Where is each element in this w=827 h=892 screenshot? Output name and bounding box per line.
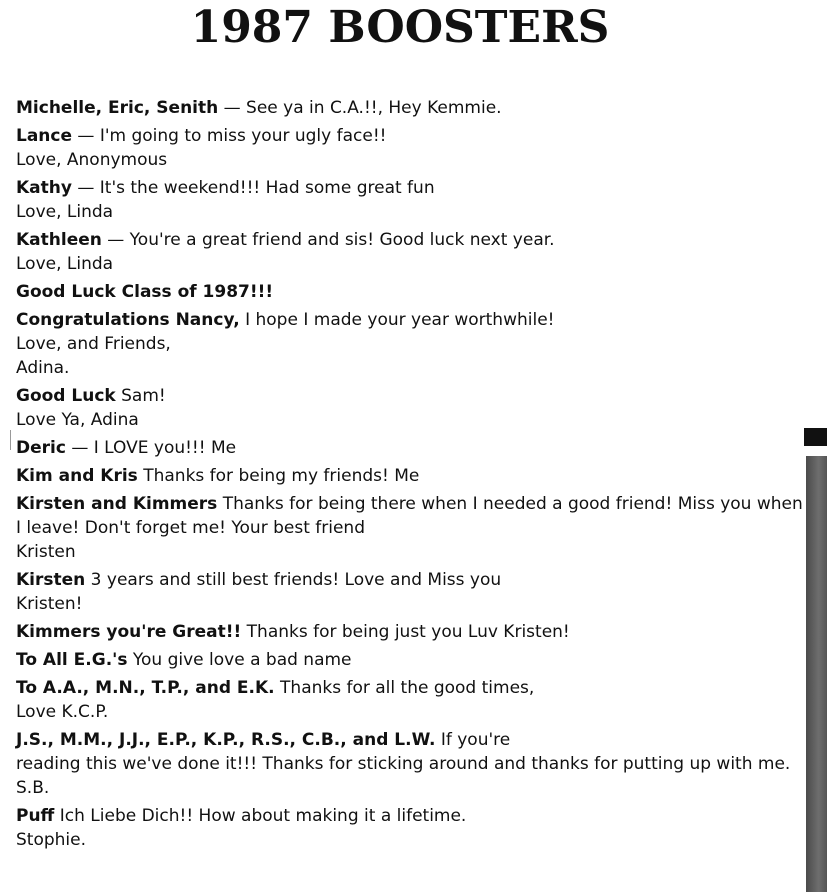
booster-message: Thanks for being my friends! Me xyxy=(137,466,420,486)
booster-entry xyxy=(16,464,796,488)
booster-line xyxy=(16,648,796,672)
booster-line xyxy=(16,252,796,276)
booster-message: You give love a bad name xyxy=(127,650,352,670)
booster-message: — I'm going to miss your ugly face!! xyxy=(72,126,387,146)
booster-entry xyxy=(16,492,803,564)
booster-entry xyxy=(16,728,796,800)
booster-message: reading this we've done it!!! Thanks for sticking around and thanks for putting up with me. xyxy=(16,754,791,774)
booster-recipient: Puff xyxy=(16,806,55,826)
booster-message: Thanks for being there when I needed a good friend! Miss you when xyxy=(217,494,803,514)
booster-recipient: J.S., M.M., J.J., E.P., K.P., R.S., C.B., and L.W. xyxy=(16,730,436,750)
booster-message: If you're xyxy=(435,730,511,750)
booster-line xyxy=(16,516,796,540)
booster-message: I hope I made your year worthwhile! xyxy=(239,310,555,330)
booster-recipient: Kirsten xyxy=(16,570,86,590)
booster-message: 3 years and still best friends! Love and Miss you xyxy=(85,570,502,590)
booster-recipient: To All E.G.'s xyxy=(16,650,128,670)
booster-entry xyxy=(16,228,796,276)
booster-line xyxy=(16,492,803,516)
booster-list xyxy=(16,96,803,856)
booster-recipient: Kathleen xyxy=(16,230,102,250)
booster-recipient: Deric xyxy=(16,438,66,458)
booster-recipient: Lance xyxy=(16,126,73,146)
booster-message: Kristen! xyxy=(16,594,83,614)
booster-line xyxy=(16,752,796,776)
booster-line xyxy=(16,540,796,564)
booster-entry xyxy=(16,676,796,724)
booster-message: Stophie. xyxy=(16,830,87,850)
page-edge-tab xyxy=(804,428,827,446)
booster-line xyxy=(16,384,796,408)
booster-message: Love, and Friends, xyxy=(16,334,171,354)
booster-recipient: Kim and Kris xyxy=(16,466,138,486)
page-edge-shadow xyxy=(806,456,827,892)
booster-recipient: Kimmers you're Great!! xyxy=(16,622,242,642)
booster-line xyxy=(16,728,796,752)
booster-entry xyxy=(16,280,796,304)
booster-message: — I LOVE you!!! Me xyxy=(65,438,237,458)
booster-entry xyxy=(16,176,796,224)
booster-message: Adina. xyxy=(16,358,70,378)
booster-line xyxy=(16,176,796,200)
booster-line xyxy=(16,308,796,332)
booster-line xyxy=(16,124,796,148)
booster-message: I leave! Don't forget me! Your best friend xyxy=(16,518,365,538)
booster-line xyxy=(16,592,796,616)
booster-line xyxy=(16,332,796,356)
booster-entry xyxy=(16,308,796,380)
booster-message: Love, Anonymous xyxy=(16,150,168,170)
booster-recipient: Good Luck xyxy=(16,386,116,406)
booster-line xyxy=(16,804,796,828)
booster-line xyxy=(16,776,796,800)
booster-message: Sam! xyxy=(115,386,166,406)
booster-message: S.B. xyxy=(16,778,50,798)
booster-entry xyxy=(16,620,796,644)
booster-message: — It's the weekend!!! Had some great fun xyxy=(71,178,435,198)
booster-line xyxy=(16,464,796,488)
booster-message: Love, Linda xyxy=(16,202,114,222)
page-title: 1987 BOOSTERS xyxy=(190,2,610,53)
booster-entry xyxy=(16,804,796,852)
margin-mark xyxy=(10,430,11,450)
booster-line xyxy=(16,620,796,644)
booster-message: — See ya in C.A.!!, Hey Kemmie. xyxy=(218,98,502,118)
booster-line xyxy=(16,280,796,304)
booster-recipient: To A.A., M.N., T.P., and E.K. xyxy=(16,678,275,698)
booster-message: Thanks for all the good times, xyxy=(274,678,535,698)
booster-line xyxy=(16,356,796,380)
booster-message: — You're a great friend and sis! Good luck next year. xyxy=(101,230,555,250)
booster-line xyxy=(16,676,796,700)
booster-line xyxy=(16,568,796,592)
booster-message: Love, Linda xyxy=(16,254,114,274)
booster-entry xyxy=(16,124,796,172)
booster-recipient: Good Luck Class of 1987!!! xyxy=(16,282,274,302)
booster-entry xyxy=(16,436,796,460)
booster-line xyxy=(16,96,796,120)
booster-message: Love K.C.P. xyxy=(16,702,109,722)
booster-line xyxy=(16,828,796,852)
booster-entry xyxy=(16,96,796,120)
booster-recipient: Michelle, Eric, Senith xyxy=(16,98,219,118)
booster-line xyxy=(16,228,796,252)
booster-entry xyxy=(16,384,796,432)
booster-line xyxy=(16,408,796,432)
booster-recipient: Kirsten and Kimmers xyxy=(16,494,218,514)
booster-line xyxy=(16,148,796,172)
booster-message: Love Ya, Adina xyxy=(16,410,139,430)
booster-line xyxy=(16,700,796,724)
booster-message: Kristen xyxy=(16,542,76,562)
booster-message: Thanks for being just you Luv Kristen! xyxy=(241,622,570,642)
booster-entry xyxy=(16,568,796,616)
booster-recipient: Congratulations Nancy, xyxy=(16,310,240,330)
booster-entry xyxy=(16,648,796,672)
booster-line xyxy=(16,200,796,224)
booster-recipient: Kathy xyxy=(16,178,72,198)
booster-line xyxy=(16,436,796,460)
booster-message: Ich Liebe Dich!! How about making it a lifetime. xyxy=(54,806,467,826)
